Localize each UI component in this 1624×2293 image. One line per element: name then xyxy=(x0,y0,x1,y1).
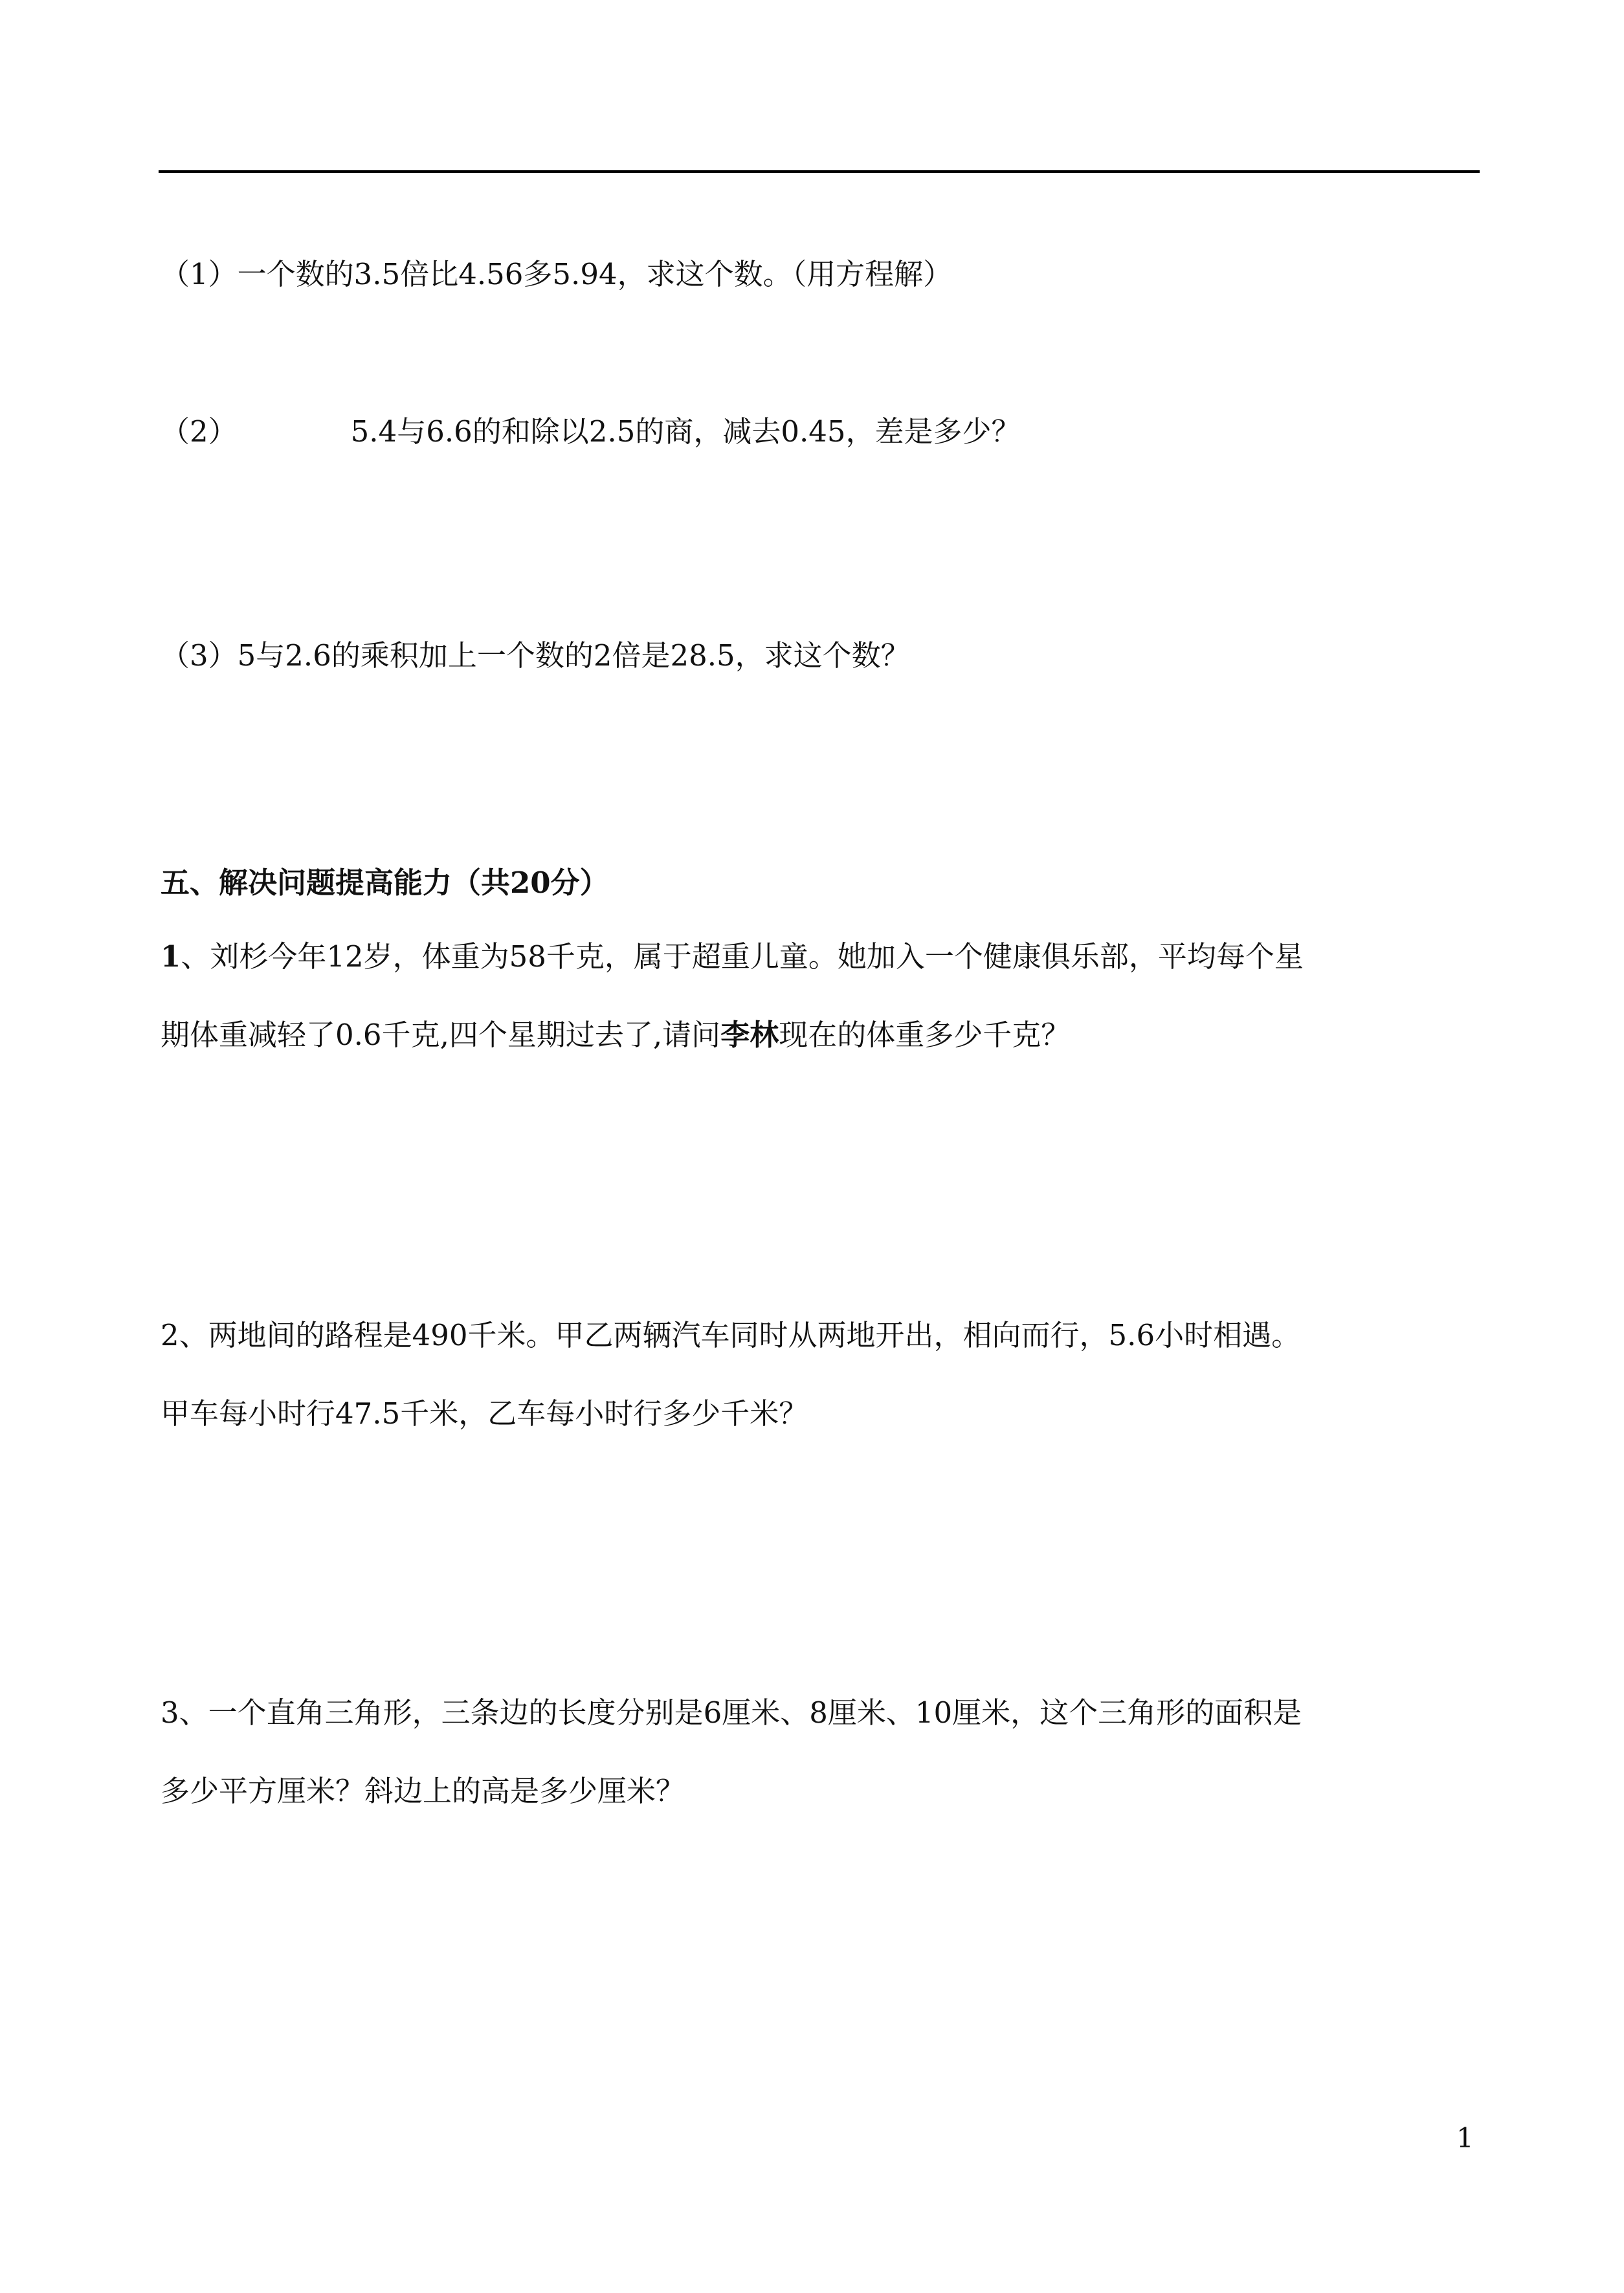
problem-2-line-2: 甲车每小时行47.5千米，乙车每小时行多少千米？ xyxy=(161,1396,808,1431)
question-item-1: （1）一个数的3.5倍比4.56多5.94，求这个数。（用方程解） xyxy=(161,257,953,291)
problem-1-text: 、刘杉今年12岁，体重为58千克，属于超重儿童。她加入一个健康俱乐部，平均每个星 xyxy=(181,939,1304,974)
problem-2-line-1: 2、两地间的路程是490千米。甲乙两辆汽车同时从两地开出，相向而行，5.6小时相遇。 xyxy=(161,1318,1301,1352)
section-five-title: 五、解决问题提高能力（共20分） xyxy=(161,866,609,900)
problem-1-line-1 xyxy=(161,937,1304,976)
question-item-2 xyxy=(161,412,1021,451)
problem-3-line-1: 3、一个直角三角形，三条边的长度分别是6厘米、8厘米、10厘米，这个三角形的面积是 xyxy=(161,1695,1302,1730)
problem-1-line-2: 期体重减轻了0.6千克,四个星期过去了,请问李林现在的体重多少千克？ xyxy=(161,1018,1071,1052)
question-item-3: （3）5与2.6的乘积加上一个数的2倍是28.5，求这个数？ xyxy=(161,638,910,673)
header-rule xyxy=(159,170,1480,173)
question-item-2-number: （2） xyxy=(161,414,238,449)
problem-1-name: 李林 xyxy=(720,1018,779,1052)
problem-3-line-2: 多少平方厘米？斜边上的高是多少厘米？ xyxy=(161,1774,685,1808)
question-item-2-text: 5.4与6.6的和除以2.5的商，减去0.45，差是多少？ xyxy=(350,414,1021,449)
page-number: 1 xyxy=(1456,2122,1474,2154)
problem-1-number: 1 xyxy=(161,939,181,974)
